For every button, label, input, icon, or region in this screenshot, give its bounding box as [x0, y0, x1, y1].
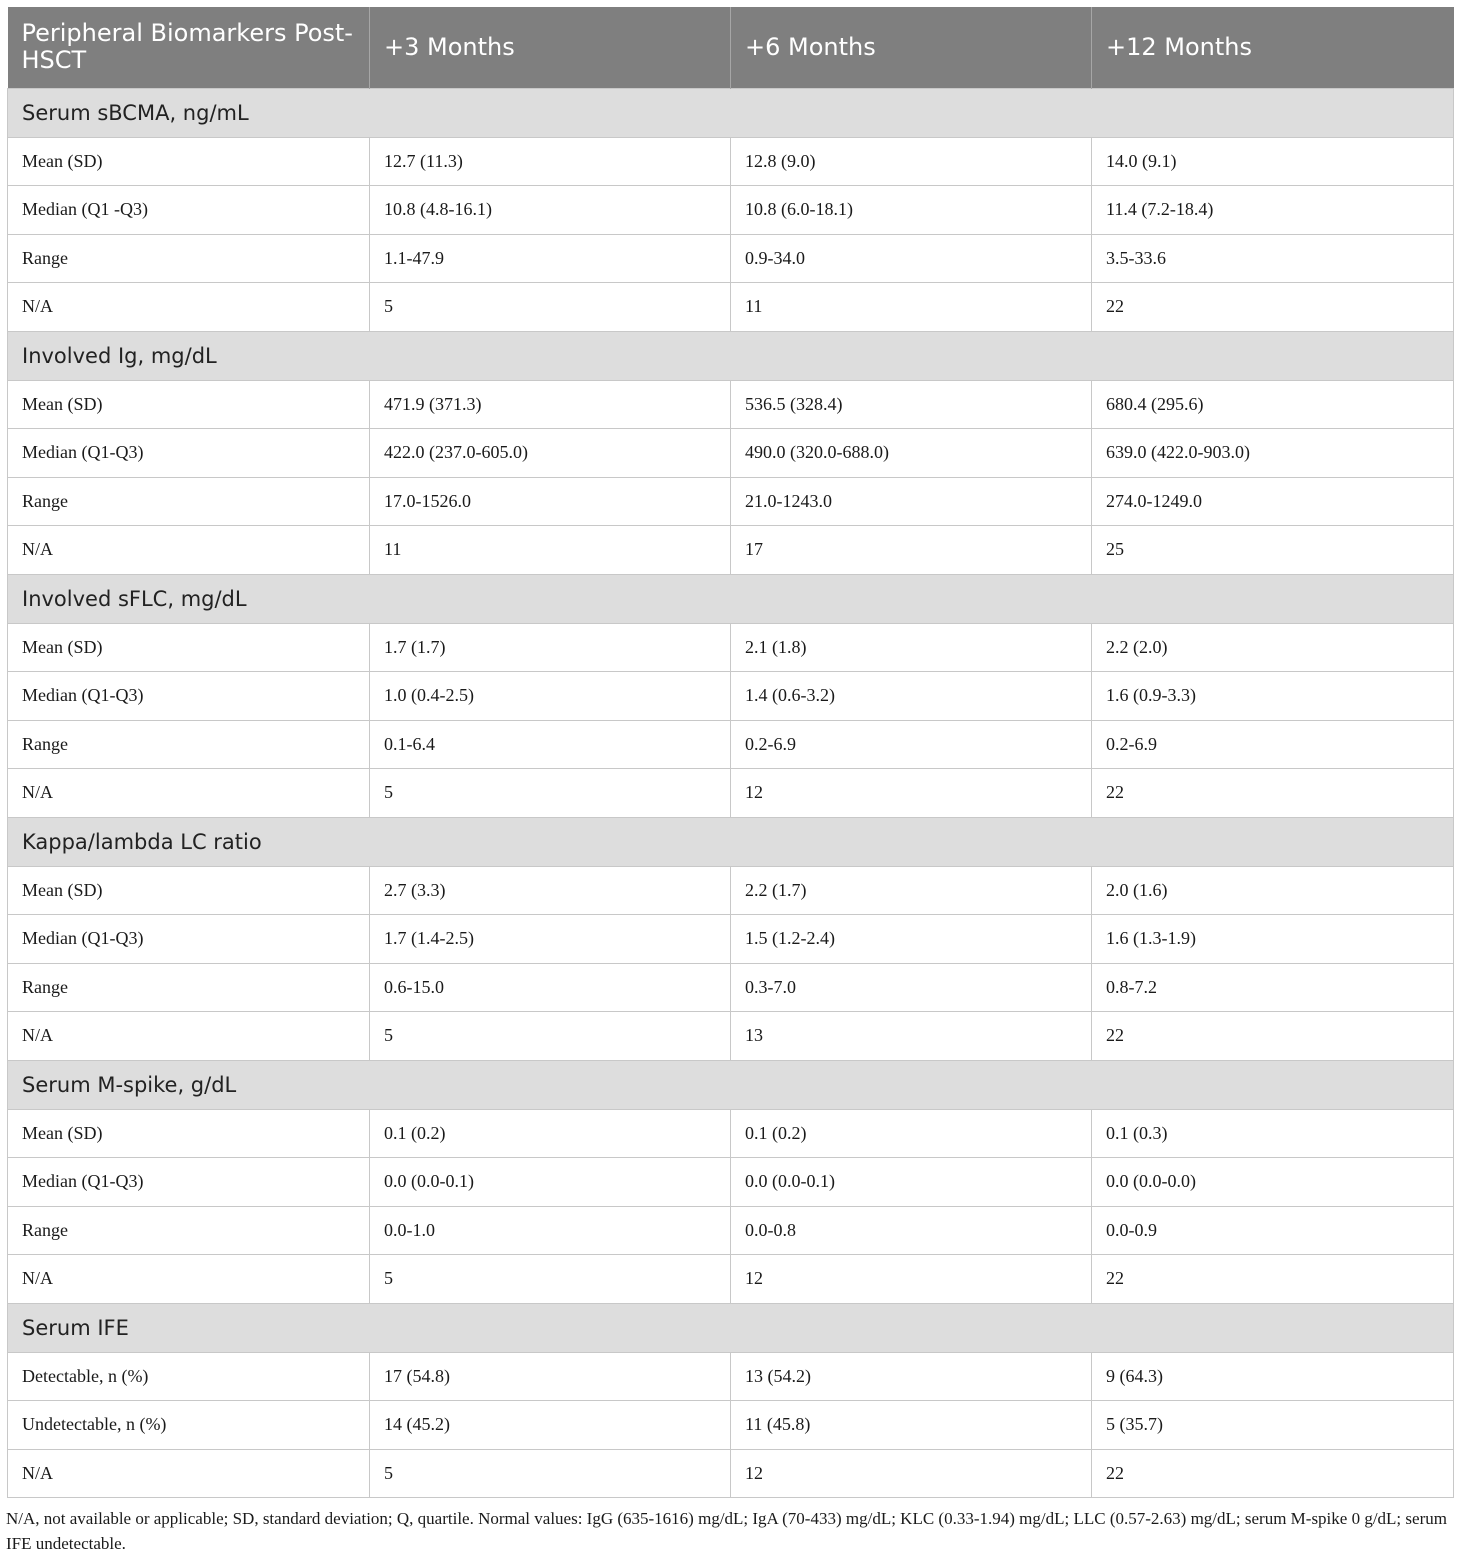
section-header-row [8, 817, 1454, 866]
header-biomarkers: Peripheral Biomarkers Post-HSCT [8, 7, 370, 88]
table-cell: 0.0 (0.0-0.1) [370, 1158, 731, 1207]
table-cell: 14 (45.2) [370, 1401, 731, 1450]
table-cell: 12 [731, 1449, 1092, 1498]
row-label: Mean (SD) [8, 866, 370, 915]
table-cell: 2.2 (1.7) [731, 866, 1092, 915]
row-label: Median (Q1-Q3) [8, 429, 370, 478]
table-cell: 11 [370, 526, 731, 575]
table-cell: 9 (64.3) [1092, 1352, 1454, 1401]
table-cell: 17 (54.8) [370, 1352, 731, 1401]
table-cell: 422.0 (237.0-605.0) [370, 429, 731, 478]
header-row [8, 7, 1454, 88]
table-body [8, 88, 1454, 1498]
row-label: Median (Q1-Q3) [8, 915, 370, 964]
table-footnote: N/A, not available or applicable; SD, standard deviation; Q, quartile. Normal values: IgG (635-1616) mg/dL; IgA (70-433) mg/dL; KLC (0.33-1.94) mg/dL; LLC (0.57-2.63) mg/dL; serum M-spike 0 g/dL; serum IFE undetectable. [6, 1509, 1447, 1553]
table-row [8, 1158, 1454, 1207]
table-cell: 13 [731, 1012, 1092, 1061]
table-row [8, 623, 1454, 672]
table-row [8, 234, 1454, 283]
table-cell: 0.0-0.9 [1092, 1206, 1454, 1255]
section-title: Serum sBCMA, ng/mL [8, 88, 1454, 137]
row-label: Range [8, 720, 370, 769]
table-cell: 0.3-7.0 [731, 963, 1092, 1012]
table-cell: 0.1-6.4 [370, 720, 731, 769]
table-row [8, 137, 1454, 186]
table-row [8, 720, 1454, 769]
table-cell: 22 [1092, 1449, 1454, 1498]
table-cell: 680.4 (295.6) [1092, 380, 1454, 429]
table-cell: 5 [370, 769, 731, 818]
table-row [8, 1352, 1454, 1401]
row-label: Mean (SD) [8, 623, 370, 672]
section-header-row [8, 1060, 1454, 1109]
table-cell: 536.5 (328.4) [731, 380, 1092, 429]
row-label: Mean (SD) [8, 380, 370, 429]
table-cell: 2.2 (2.0) [1092, 623, 1454, 672]
header-12-months: +12 Months [1092, 7, 1454, 88]
section-header-row [8, 1303, 1454, 1352]
row-label: Range [8, 477, 370, 526]
table-cell: 0.2-6.9 [1092, 720, 1454, 769]
table-cell: 0.8-7.2 [1092, 963, 1454, 1012]
table-cell: 1.5 (1.2-2.4) [731, 915, 1092, 964]
table-cell: 13 (54.2) [731, 1352, 1092, 1401]
row-label: Median (Q1-Q3) [8, 672, 370, 721]
table-cell: 2.7 (3.3) [370, 866, 731, 915]
table-cell: 5 [370, 1449, 731, 1498]
section-title: Involved sFLC, mg/dL [8, 574, 1454, 623]
table-cell: 0.1 (0.3) [1092, 1109, 1454, 1158]
table-cell: 22 [1092, 1255, 1454, 1304]
table-cell: 0.0 (0.0-0.1) [731, 1158, 1092, 1207]
table-cell: 0.9-34.0 [731, 234, 1092, 283]
row-label: Median (Q1-Q3) [8, 1158, 370, 1207]
table-cell: 11 [731, 283, 1092, 332]
row-label: N/A [8, 283, 370, 332]
table-cell: 274.0-1249.0 [1092, 477, 1454, 526]
table-cell: 22 [1092, 1012, 1454, 1061]
table-row [8, 429, 1454, 478]
header-6-months: +6 Months [731, 7, 1092, 88]
table-row [8, 1109, 1454, 1158]
table-cell: 17 [731, 526, 1092, 575]
table-row [8, 1449, 1454, 1498]
section-title: Involved Ig, mg/dL [8, 331, 1454, 380]
row-label: N/A [8, 1255, 370, 1304]
table-row [8, 963, 1454, 1012]
section-header-row [8, 331, 1454, 380]
biomarkers-table [7, 7, 1454, 1498]
table-cell: 2.1 (1.8) [731, 623, 1092, 672]
table-row [8, 1255, 1454, 1304]
table-cell: 12.8 (9.0) [731, 137, 1092, 186]
table-cell: 0.0-0.8 [731, 1206, 1092, 1255]
table-cell: 3.5-33.6 [1092, 234, 1454, 283]
section-title: Serum IFE [8, 1303, 1454, 1352]
row-label: Range [8, 963, 370, 1012]
table-row [8, 1012, 1454, 1061]
table-cell: 12.7 (11.3) [370, 137, 731, 186]
table-row [8, 477, 1454, 526]
table-cell: 12 [731, 769, 1092, 818]
table-cell: 17.0-1526.0 [370, 477, 731, 526]
table-cell: 1.7 (1.7) [370, 623, 731, 672]
section-title: Serum M-spike, g/dL [8, 1060, 1454, 1109]
table-cell: 0.1 (0.2) [731, 1109, 1092, 1158]
table-row [8, 672, 1454, 721]
table-row [8, 1401, 1454, 1450]
table-cell: 1.7 (1.4-2.5) [370, 915, 731, 964]
table-cell: 5 (35.7) [1092, 1401, 1454, 1450]
table-cell: 639.0 (422.0-903.0) [1092, 429, 1454, 478]
section-header-row [8, 574, 1454, 623]
table-header [8, 7, 1454, 88]
table-cell: 5 [370, 283, 731, 332]
table-row [8, 915, 1454, 964]
row-label: Range [8, 1206, 370, 1255]
section-title: Kappa/lambda LC ratio [8, 817, 1454, 866]
table-cell: 1.1-47.9 [370, 234, 731, 283]
table-cell: 0.1 (0.2) [370, 1109, 731, 1158]
table-cell: 0.2-6.9 [731, 720, 1092, 769]
row-label: N/A [8, 1449, 370, 1498]
table-cell: 11 (45.8) [731, 1401, 1092, 1450]
table-cell: 1.6 (0.9-3.3) [1092, 672, 1454, 721]
table-cell: 1.6 (1.3-1.9) [1092, 915, 1454, 964]
table-cell: 10.8 (6.0-18.1) [731, 186, 1092, 235]
table-cell: 0.6-15.0 [370, 963, 731, 1012]
table-cell: 5 [370, 1255, 731, 1304]
row-label: Detectable, n (%) [8, 1352, 370, 1401]
table-row [8, 380, 1454, 429]
table-cell: 12 [731, 1255, 1092, 1304]
table-cell: 21.0-1243.0 [731, 477, 1092, 526]
table-cell: 14.0 (9.1) [1092, 137, 1454, 186]
row-label: Range [8, 234, 370, 283]
section-header-row [8, 88, 1454, 137]
table-cell: 5 [370, 1012, 731, 1061]
table-cell: 25 [1092, 526, 1454, 575]
row-label: N/A [8, 1012, 370, 1061]
table-container [7, 7, 1453, 1498]
table-row [8, 769, 1454, 818]
table-cell: 471.9 (371.3) [370, 380, 731, 429]
table-row [8, 526, 1454, 575]
table-row [8, 186, 1454, 235]
table-row [8, 866, 1454, 915]
table-cell: 10.8 (4.8-16.1) [370, 186, 731, 235]
table-cell: 11.4 (7.2-18.4) [1092, 186, 1454, 235]
table-cell: 0.0 (0.0-0.0) [1092, 1158, 1454, 1207]
table-cell: 490.0 (320.0-688.0) [731, 429, 1092, 478]
table-row [8, 283, 1454, 332]
row-label: N/A [8, 526, 370, 575]
table-cell: 1.0 (0.4-2.5) [370, 672, 731, 721]
row-label: Mean (SD) [8, 137, 370, 186]
table-cell: 2.0 (1.6) [1092, 866, 1454, 915]
table-cell: 0.0-1.0 [370, 1206, 731, 1255]
table-cell: 22 [1092, 283, 1454, 332]
table-row [8, 1206, 1454, 1255]
row-label: N/A [8, 769, 370, 818]
header-3-months: +3 Months [370, 7, 731, 88]
table-cell: 1.4 (0.6-3.2) [731, 672, 1092, 721]
table-cell: 22 [1092, 769, 1454, 818]
row-label: Median (Q1 -Q3) [8, 186, 370, 235]
row-label: Undetectable, n (%) [8, 1401, 370, 1450]
row-label: Mean (SD) [8, 1109, 370, 1158]
